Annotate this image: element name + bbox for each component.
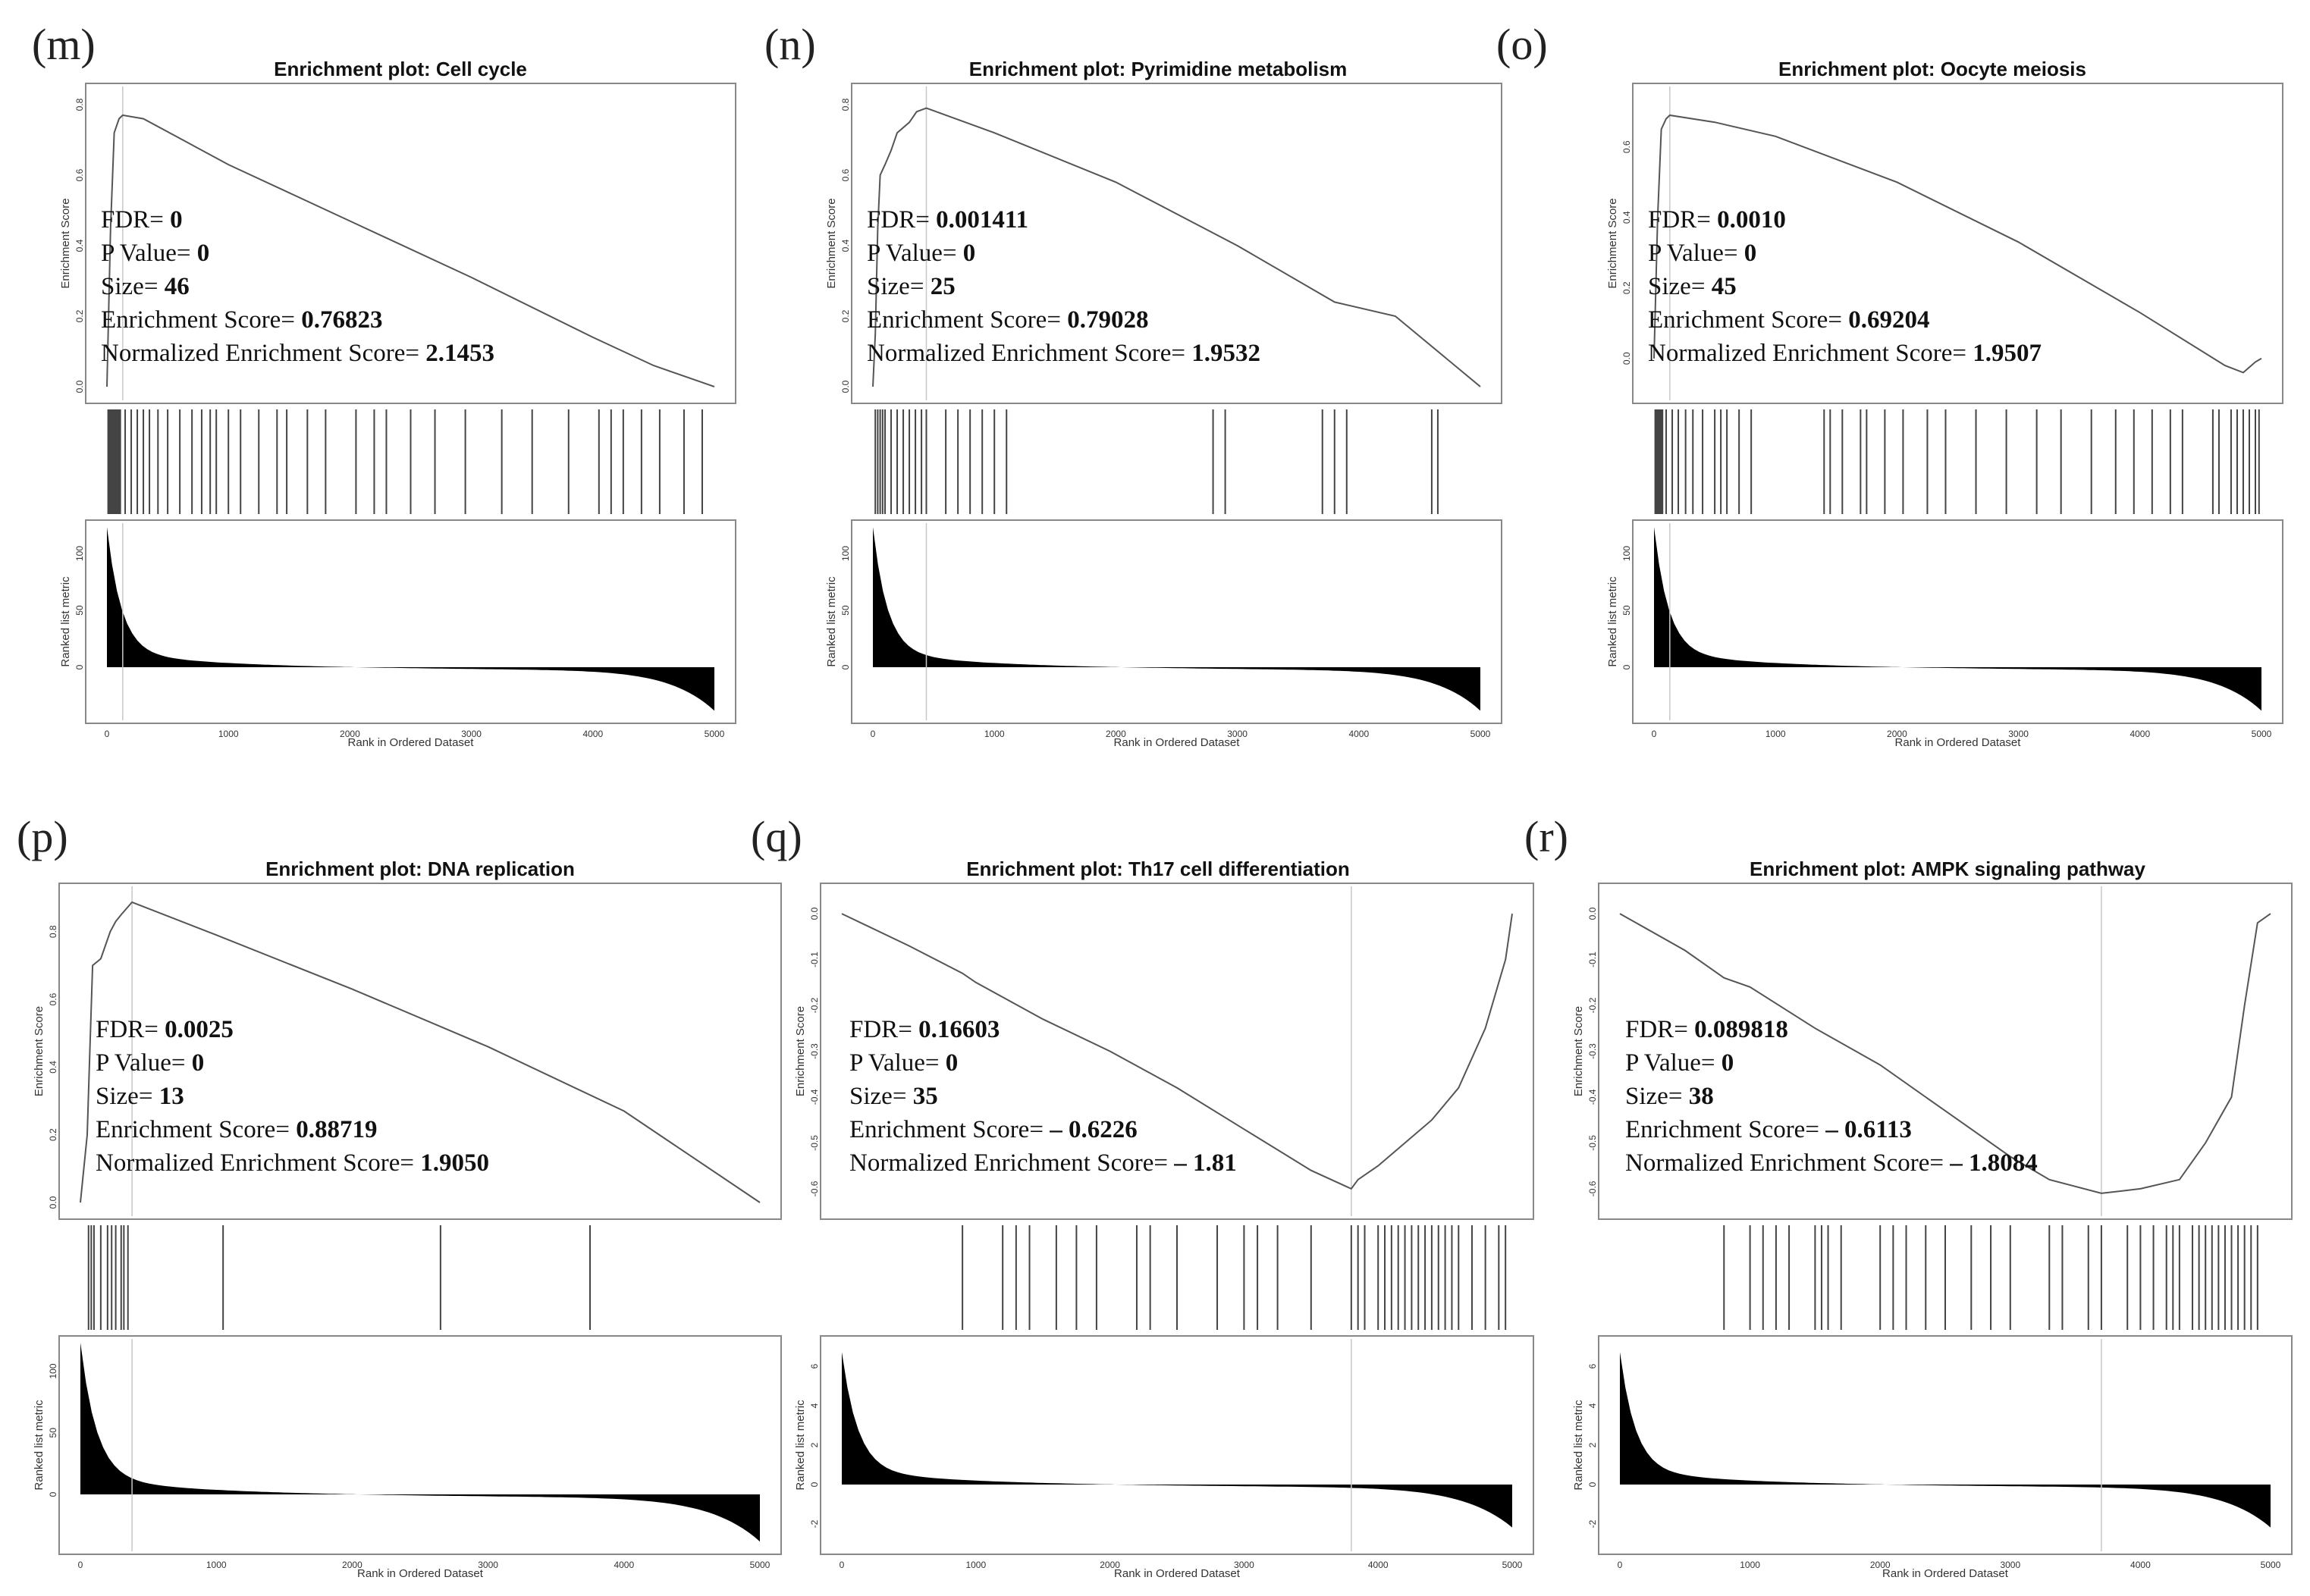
stat-size — [849, 1083, 938, 1110]
stat-p — [1625, 1049, 1734, 1077]
stat-value: 38 — [1688, 1083, 1714, 1110]
rank-tick-label: 50 — [74, 605, 85, 616]
plot-title: Enrichment plot: Pyrimidine metabolism — [968, 58, 1348, 80]
stat-value: 1.9532 — [1191, 340, 1260, 367]
stat-label: FDR= — [1625, 1016, 1695, 1043]
stat-nes — [96, 1149, 489, 1177]
plot-title: Enrichment plot: Oocyte meiosis — [1778, 58, 2086, 80]
es-tick-label: 0.8 — [840, 98, 851, 111]
stat-value: – 0.6226 — [1050, 1116, 1138, 1143]
x-axis-label: Rank in Ordered Dataset — [1113, 736, 1240, 749]
rank-tick-label: 50 — [840, 605, 851, 616]
stat-fdr — [867, 206, 1028, 234]
rank-tick-label: 4 — [809, 1403, 820, 1409]
panel-letter: (n) — [764, 20, 816, 69]
es-tick-label: -0.4 — [1587, 1089, 1598, 1105]
x-tick-label: 0 — [77, 1560, 83, 1570]
stat-size — [867, 273, 956, 300]
x-axis-label: Rank in Ordered Dataset — [1894, 736, 2021, 749]
x-tick-label: 1000 — [1740, 1560, 1760, 1570]
stat-value: 0 — [945, 1049, 959, 1077]
x-axis-label: Rank in Ordered Dataset — [347, 736, 474, 749]
stat-value: 13 — [158, 1083, 184, 1110]
hit-barcode — [1656, 409, 2259, 514]
es-tick-label: 0.2 — [48, 1128, 58, 1142]
stat-value: 46 — [164, 273, 190, 300]
x-tick-label: 1000 — [1765, 729, 1786, 739]
hit-barcode — [875, 409, 1438, 514]
panel-letter: (q) — [751, 812, 802, 861]
rank-tick-label: 6 — [809, 1363, 820, 1369]
stat-label: Size= — [101, 273, 165, 300]
stat-label: Enrichment Score= — [867, 306, 1068, 334]
x-tick-label: 1000 — [965, 1560, 987, 1570]
stat-label: FDR= — [1648, 206, 1718, 234]
panel-o — [1496, 20, 2283, 749]
stat-label: P Value= — [1648, 240, 1744, 267]
x-axis-label: Rank in Ordered Dataset — [1882, 1567, 2008, 1580]
x-tick-label: 3000 — [478, 1560, 498, 1570]
rank-tick-label: 50 — [1621, 605, 1632, 616]
x-tick-label: 5000 — [749, 1560, 771, 1570]
rank-tick-label: 4 — [1587, 1403, 1598, 1409]
stat-label: Enrichment Score= — [1648, 306, 1849, 334]
stat-value: – 0.6113 — [1825, 1116, 1912, 1143]
es-tick-label: 0.4 — [74, 239, 85, 252]
stat-value: 45 — [1711, 273, 1737, 300]
rank-panel-frame — [1599, 1336, 2292, 1554]
x-tick-label: 0 — [839, 1560, 845, 1570]
x-tick-label: 0 — [870, 729, 876, 739]
stat-es — [96, 1116, 377, 1143]
stat-es — [101, 306, 382, 334]
hit-barcode — [962, 1225, 1505, 1330]
rank-panel-frame — [852, 520, 1502, 723]
plot-title: Enrichment plot: AMPK signaling pathway — [1750, 858, 2145, 880]
es-tick-label: 0.8 — [74, 98, 85, 111]
stat-label: Normalized Enrichment Score= — [1648, 340, 1973, 367]
x-tick-label: 5000 — [704, 729, 725, 739]
stat-p — [101, 240, 209, 267]
es-tick-label: -0.3 — [809, 1043, 820, 1059]
stat-label: FDR= — [96, 1016, 165, 1043]
x-tick-label: 5000 — [1502, 1560, 1523, 1570]
es-axis-label: Enrichment Score — [33, 1005, 46, 1097]
stat-nes — [1648, 340, 2042, 367]
stat-value: 0.69204 — [1848, 306, 1930, 334]
x-tick-label: 3000 — [1234, 1560, 1254, 1570]
x-axis-label: Rank in Ordered Dataset — [357, 1567, 483, 1580]
rank-axis-label: Ranked list metric — [794, 1400, 807, 1491]
x-tick-label: 4000 — [2130, 729, 2151, 739]
es-tick-label: 0.6 — [840, 168, 851, 182]
x-tick-label: 3000 — [2008, 729, 2029, 739]
rank-tick-label: 0 — [48, 1491, 58, 1497]
stat-p — [96, 1049, 204, 1077]
es-tick-label: -0.5 — [809, 1135, 820, 1151]
stat-label: Normalized Enrichment Score= — [867, 340, 1192, 367]
rank-tick-label: 0 — [1621, 664, 1632, 670]
stat-value: 0.16603 — [918, 1016, 1000, 1043]
panel-letter: (o) — [1496, 20, 1548, 69]
es-tick-label: -0.3 — [1587, 1043, 1598, 1059]
rank-tick-label: 0 — [840, 664, 851, 670]
panel-p — [17, 812, 781, 1580]
x-tick-label: 5000 — [1470, 729, 1491, 739]
x-tick-label: 2000 — [342, 1560, 363, 1570]
rank-tick-label: 2 — [809, 1442, 820, 1448]
rank-axis-label: Ranked list metric — [33, 1400, 46, 1491]
rank-tick-label: 0 — [74, 664, 85, 670]
es-tick-label: -0.5 — [1587, 1135, 1598, 1151]
stat-fdr — [96, 1016, 234, 1043]
stat-value: 0 — [170, 206, 183, 234]
es-tick-label: -0.2 — [809, 997, 820, 1014]
rank-tick-label: 0 — [809, 1482, 820, 1488]
x-tick-label: 1000 — [984, 729, 1005, 739]
panel-letter: (m) — [32, 20, 96, 69]
stat-nes — [1625, 1149, 2038, 1177]
x-tick-label: 3000 — [1227, 729, 1248, 739]
es-tick-label: 0.6 — [1621, 140, 1632, 154]
es-tick-label: 0.2 — [1621, 281, 1632, 295]
x-tick-label: 2000 — [340, 729, 360, 739]
stat-value: 0 — [1721, 1049, 1734, 1077]
stat-size — [1648, 273, 1737, 300]
stat-value: 25 — [930, 273, 956, 300]
es-tick-label: 0.0 — [840, 380, 851, 394]
plot-title: Enrichment plot: Th17 cell differentiation — [966, 858, 1350, 880]
stat-p — [1648, 240, 1756, 267]
rank-panel-frame — [59, 1336, 781, 1554]
stat-es — [849, 1116, 1138, 1143]
es-axis-label: Enrichment Score — [59, 198, 72, 289]
stat-value: 1.9050 — [420, 1149, 489, 1177]
stat-size — [1625, 1083, 1714, 1110]
rank-tick-label: 2 — [1587, 1442, 1598, 1448]
x-tick-label: 4000 — [2130, 1560, 2151, 1570]
es-axis-label: Enrichment Score — [1606, 198, 1619, 289]
es-tick-label: -0.1 — [809, 952, 820, 967]
stat-value: 2.1453 — [425, 340, 494, 367]
x-tick-label: 2000 — [1887, 729, 1907, 739]
stat-label: Size= — [867, 273, 931, 300]
x-tick-label: 1000 — [218, 729, 239, 739]
es-tick-label: 0.4 — [1621, 211, 1632, 224]
panel-q — [751, 812, 1533, 1580]
x-tick-label: 0 — [1617, 1560, 1623, 1570]
stat-label: Enrichment Score= — [1625, 1116, 1826, 1143]
stat-label: Normalized Enrichment Score= — [96, 1149, 421, 1177]
es-tick-label: 0.0 — [809, 907, 820, 920]
stat-es — [1625, 1116, 1912, 1143]
x-tick-label: 2000 — [1869, 1560, 1891, 1570]
rank-axis-label: Ranked list metric — [1606, 576, 1619, 667]
rank-tick-label: -2 — [1587, 1519, 1598, 1529]
es-tick-label: 0.0 — [48, 1196, 58, 1209]
x-tick-label: 5000 — [2251, 729, 2272, 739]
stat-value: 0.0010 — [1717, 206, 1786, 234]
x-tick-label: 2000 — [1100, 1560, 1120, 1570]
stat-es — [867, 306, 1148, 334]
es-axis-label: Enrichment Score — [794, 1005, 807, 1097]
stat-label: Size= — [96, 1083, 159, 1110]
stat-nes — [867, 340, 1260, 367]
stat-nes — [101, 340, 494, 367]
stat-label: Enrichment Score= — [849, 1116, 1050, 1143]
rank-tick-label: 100 — [840, 545, 851, 562]
x-tick-label: 0 — [104, 729, 110, 739]
stat-nes — [849, 1149, 1237, 1177]
x-tick-label: 4000 — [582, 729, 604, 739]
stat-value: 0 — [191, 1049, 205, 1077]
es-tick-label: -0.6 — [809, 1181, 820, 1197]
stat-label: P Value= — [849, 1049, 946, 1077]
stat-label: Normalized Enrichment Score= — [101, 340, 426, 367]
stat-value: 0.001411 — [936, 206, 1028, 234]
x-tick-label: 0 — [1651, 729, 1657, 739]
rank-tick-label: 50 — [48, 1428, 58, 1438]
stat-value: 0 — [962, 240, 976, 267]
hit-barcode — [1724, 1225, 2258, 1330]
stat-label: FDR= — [849, 1016, 919, 1043]
rank-panel-frame — [86, 520, 736, 723]
stat-fdr — [849, 1016, 1000, 1043]
es-axis-label: Enrichment Score — [825, 198, 838, 289]
es-tick-label: -0.6 — [1587, 1181, 1598, 1197]
stat-value: 0.79028 — [1067, 306, 1149, 334]
es-tick-label: 0.0 — [74, 380, 85, 394]
stat-label: P Value= — [867, 240, 963, 267]
stat-value: 0.76823 — [301, 306, 383, 334]
plot-title: Enrichment plot: DNA replication — [265, 858, 575, 880]
es-tick-label: 0.4 — [840, 239, 851, 252]
stat-fdr — [1648, 206, 1786, 234]
es-tick-label: 0.6 — [74, 168, 85, 182]
stat-label: FDR= — [101, 206, 171, 234]
stat-value: – 1.81 — [1174, 1149, 1237, 1177]
x-tick-label: 4000 — [1367, 1560, 1389, 1570]
stat-label: Size= — [1648, 273, 1712, 300]
stat-fdr — [101, 206, 183, 234]
rank-axis-label: Ranked list metric — [825, 576, 838, 667]
panel-n — [764, 20, 1502, 749]
es-tick-label: 0.0 — [1621, 352, 1632, 365]
stat-p — [849, 1049, 958, 1077]
plot-title: Enrichment plot: Cell cycle — [274, 58, 527, 80]
stat-value: 35 — [912, 1083, 938, 1110]
rank-panel-frame — [1633, 520, 2283, 723]
x-tick-label: 4000 — [1348, 729, 1370, 739]
x-tick-label: 4000 — [614, 1560, 635, 1570]
stat-size — [96, 1083, 184, 1110]
stat-label: Enrichment Score= — [101, 306, 302, 334]
es-tick-label: -0.2 — [1587, 997, 1598, 1014]
es-axis-label: Enrichment Score — [1572, 1005, 1585, 1097]
stat-value: – 1.8084 — [1950, 1149, 2038, 1177]
rank-tick-label: -2 — [809, 1519, 820, 1529]
stat-value: 1.9507 — [1973, 340, 2042, 367]
rank-axis-label: Ranked list metric — [59, 576, 72, 667]
stat-label: Normalized Enrichment Score= — [1625, 1149, 1951, 1177]
x-tick-label: 5000 — [2260, 1560, 2281, 1570]
x-tick-label: 2000 — [1106, 729, 1126, 739]
rank-tick-label: 6 — [1587, 1363, 1598, 1369]
panel-r — [1524, 812, 2292, 1580]
stat-label: Enrichment Score= — [96, 1116, 297, 1143]
stat-label: Size= — [849, 1083, 913, 1110]
hit-barcode — [89, 1225, 590, 1330]
x-axis-label: Rank in Ordered Dataset — [1114, 1567, 1240, 1580]
x-tick-label: 3000 — [461, 729, 482, 739]
stat-value: 0.089818 — [1694, 1016, 1788, 1043]
hit-barcode — [108, 409, 702, 514]
panel-letter: (p) — [17, 812, 68, 861]
stat-label: Normalized Enrichment Score= — [849, 1149, 1175, 1177]
stat-label: Size= — [1625, 1083, 1689, 1110]
stat-es — [1648, 306, 1929, 334]
stat-p — [867, 240, 975, 267]
stat-label: FDR= — [867, 206, 937, 234]
stat-label: P Value= — [1625, 1049, 1722, 1077]
x-tick-label: 1000 — [206, 1560, 227, 1570]
es-tick-label: -0.1 — [1587, 952, 1598, 967]
stat-value: 0 — [196, 240, 210, 267]
es-tick-label: 0.2 — [840, 309, 851, 323]
panel-m — [32, 20, 736, 749]
rank-tick-label: 100 — [1621, 545, 1632, 562]
stat-value: 0 — [1743, 240, 1757, 267]
es-tick-label: 0.8 — [48, 925, 58, 939]
es-tick-label: 0.4 — [48, 1061, 58, 1074]
rank-axis-label: Ranked list metric — [1572, 1400, 1585, 1491]
es-tick-label: 0.2 — [74, 309, 85, 323]
stat-value: 0.88719 — [296, 1116, 378, 1143]
rank-tick-label: 100 — [48, 1363, 58, 1379]
rank-tick-label: 0 — [1587, 1482, 1598, 1488]
es-tick-label: 0.6 — [48, 992, 58, 1006]
es-tick-label: 0.0 — [1587, 907, 1598, 920]
panel-letter: (r) — [1524, 812, 1568, 861]
x-tick-label: 3000 — [2000, 1560, 2021, 1570]
stat-label: P Value= — [96, 1049, 192, 1077]
rank-tick-label: 100 — [74, 545, 85, 562]
rank-panel-frame — [821, 1336, 1533, 1554]
es-tick-label: -0.4 — [809, 1089, 820, 1105]
stat-value: 0.0025 — [165, 1016, 234, 1043]
stat-label: P Value= — [101, 240, 197, 267]
stat-fdr — [1625, 1016, 1788, 1043]
stat-size — [101, 273, 190, 300]
